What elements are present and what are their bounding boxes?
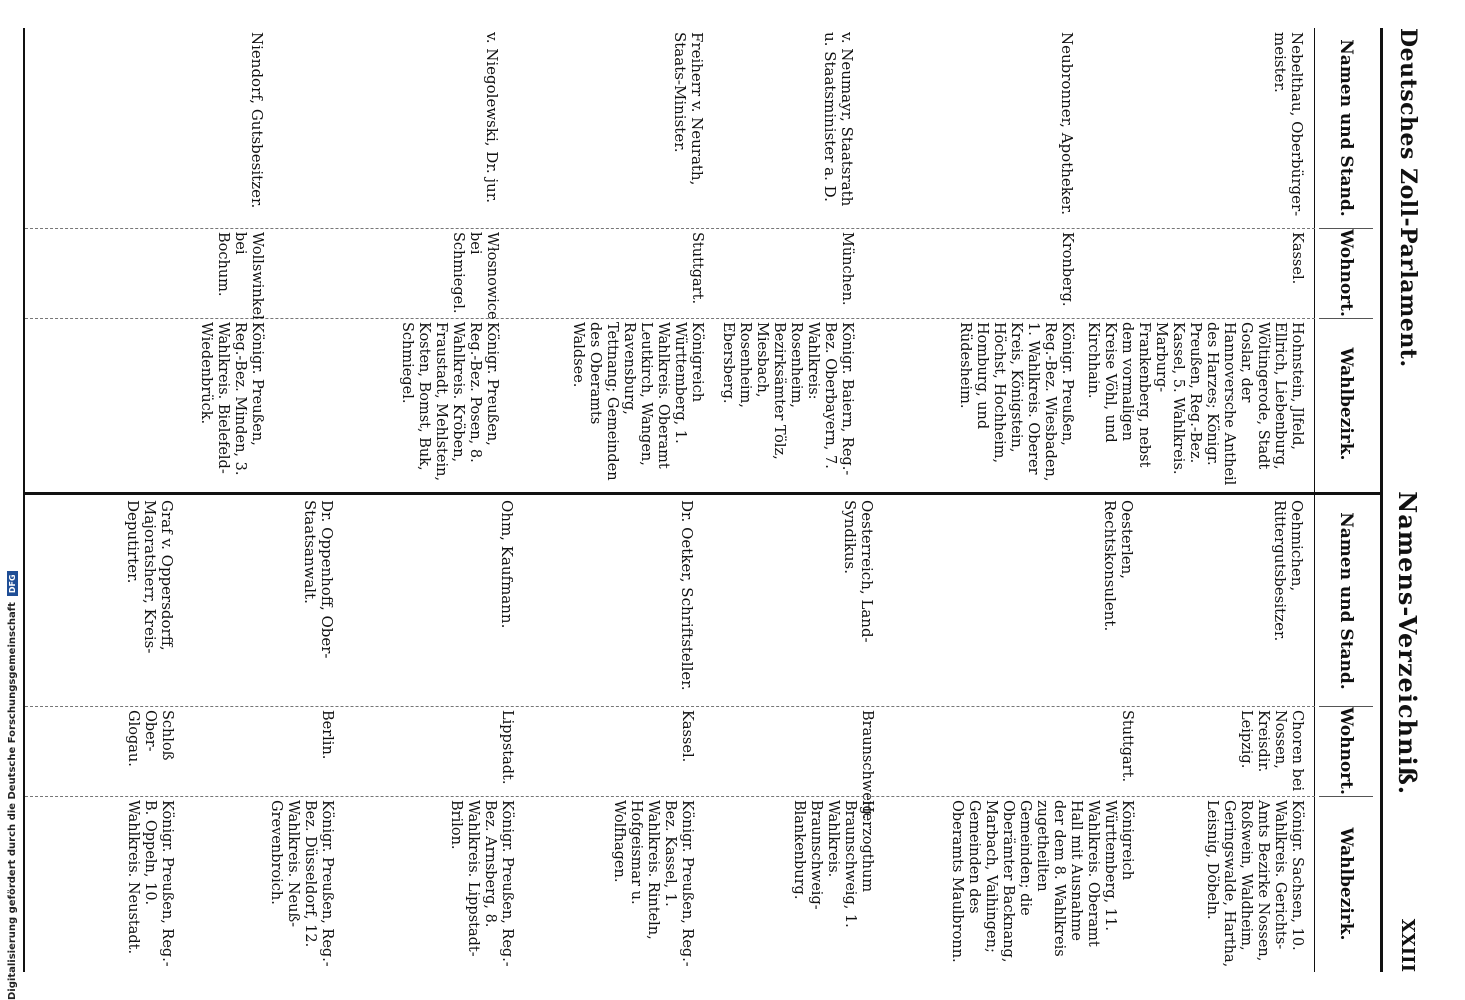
page-header <box>1391 28 1425 972</box>
right-entry-2-district: Königreich Württemberg, 11. Wahlkreis. Oberamt Hall mit Ausnahme der dem 8. Wahlkreis zugetheilten Gemeinden; die Oberämter Backnang, Marbach, Vaihingen; Gemeinden des Oberamts Maulbronn. <box>949 800 1135 963</box>
right-entry-5-name: Ohm, Kaufmann. <box>498 500 516 629</box>
right-entry-4-place: Kassel. <box>679 710 695 763</box>
middle-column-divider <box>25 492 1383 495</box>
credit-text: Digitalisierung gefördert durch die Deutsche Forschungsgemeinschaft <box>6 602 18 1000</box>
right-entry-7-district: Königr. Preußen, Reg.-B. Oppeln, 10. Wahlkreis. Neustadt. <box>125 800 175 967</box>
right-place-divider <box>25 706 1315 707</box>
right-name-column-header: Namen und Stand. <box>1319 496 1373 707</box>
dfg-logo-badge: DFG <box>7 571 18 596</box>
right-entry-7-place: Schloß Ober-Glogau. <box>125 710 175 767</box>
top-rule <box>1380 28 1383 972</box>
left-place-divider <box>25 228 1315 229</box>
left-entry-3-place: München. <box>839 232 855 306</box>
right-entry-2-name: Oesterlen, Rechtskonsulent. <box>1101 500 1136 632</box>
left-entry-5-name: v. Niegolewski, Dr. jur. <box>483 32 501 203</box>
page-number: XXIII <box>1397 918 1419 972</box>
left-entry-1-name: Nebelthau, Oberbürger- meister. <box>1271 32 1306 217</box>
left-entry-4-name: Freiherr v. Neurath, Staats-Minister. <box>671 32 706 186</box>
right-entry-4-name: Dr. Oetker, Schriftsteller. <box>678 500 696 691</box>
left-place-column-header: Wohnort. <box>1319 228 1373 319</box>
left-name-column-header: Namen und Stand. <box>1319 28 1373 229</box>
right-entry-6-place: Berlin. <box>319 710 335 760</box>
right-entry-1-name: Oehmichen, Rittergutsbesitzer. <box>1271 500 1306 642</box>
header-rule <box>1314 28 1315 972</box>
bottom-rule <box>23 28 25 972</box>
right-entry-3-place: Braunschweig. <box>859 710 875 820</box>
left-entry-2-district: Königr. Preußen, Reg.-Bez. Wiesbaden, 1. Wahlkreis. Oberer Kreis, Königstein, Höchst, Hochheim, Homburg, und Rüdesheim. <box>957 322 1075 482</box>
left-entry-1-district: Hohnstein, Jlfeld, Ellrich, Liebenburg, Wöltingerode, Stadt Goslar, der Hannoversche Antheil des Harzes; Königr. Preußen, Reg.-Bez. Kassel, 5. Wahlkreis. Marburg-Frankenberg, nebst dem vormaligen Kreise Vöhl, und Kirchhain. <box>1085 322 1305 486</box>
digitization-credit <box>2 0 22 1000</box>
right-entry-5-district: Königr. Preußen, Reg.-Bez. Arnsberg, 8. Wahlkreis. Lippstadt-Brilon. <box>448 800 515 967</box>
left-entry-3-district: Königr. Baiern, Reg.-Bez. Oberbayern, 7. Wahlkreis: Rosenheim, Bezirksämter Tölz, Miesbach, Rosenheim, Ebersberg. <box>720 322 855 476</box>
left-entry-5-place: Włosnowice bei Schmiegel. <box>450 232 500 320</box>
left-entry-2-name: Neubronner, Apotheker. <box>1058 32 1076 216</box>
right-entry-1-district: Königr. Sachsen, 10. Wahlkreis. Gerichts-Amts Bezirke Nossen, Roßwein, Waldheim, Geringswalde, Hartha, Leisnig, Döbeln. <box>1204 800 1305 968</box>
left-district-divider <box>25 318 1315 319</box>
left-entry-5-district: Königr. Preußen, Reg.-Bez. Posen, 8. Wahlkreis. Kröben, Fraustadt, Mehlstein, Kosten, Bomst, Buk, Schmiegel. <box>399 322 500 482</box>
right-entry-3-district: Herzogthum Braunschweig, 1. Wahlkreis. Braunschweig-Blankenburg. <box>791 800 875 928</box>
right-district-divider <box>25 796 1315 797</box>
right-entry-2-place: Stuttgart. <box>1119 710 1135 783</box>
right-entry-6-name: Dr. Oppenhoff, Ober-Staatsanwalt. <box>301 500 336 659</box>
right-entry-3-name: Oesterreich, Land-Syndikus. <box>841 500 876 643</box>
left-entry-6-district: Königr. Preußen, Reg.-Bez. Minden, 3. Wahlkreis. Bielefeld-Wiedenbrück. <box>198 322 265 476</box>
left-entry-6-place: Wollswinkel bei Bochum. <box>215 232 265 320</box>
left-entry-4-place: Stuttgart. <box>689 232 705 305</box>
right-district-column-header: Wahlbezirk. <box>1336 827 1356 941</box>
left-entry-6-name: Niendorf, Gutsbesitzer. <box>248 32 266 209</box>
header-right-title: Namens-Verzeichniß. <box>1393 491 1423 796</box>
left-entry-2-place: Kronberg. <box>1059 232 1075 307</box>
left-entry-3-name: v. Neumayr, Staatsrath u. Staatsminister a. D. <box>821 32 856 207</box>
right-entry-4-district: Königr. Preußen, Reg.-Bez. Kassel, 1. Wahlkreis. Rinteln, Hofgeismar u. Wolfhagen. <box>611 800 695 967</box>
right-entry-7-name: Graf v. Oppersdorff, Majoratsherr, Kreis-Deputirter. <box>124 500 176 654</box>
header-left-title: Deutsches Zoll-Parlament. <box>1395 28 1421 368</box>
left-district-column-header: Wahlbezirk. <box>1336 347 1356 461</box>
right-place-column-header: Wohnort. <box>1319 706 1373 797</box>
right-entry-6-district: Königr. Preußen, Reg.-Bez. Düsseldorf, 12. Wahlkreis. Neuß-Grevenbroich. <box>268 800 335 967</box>
right-entry-1-place: Choren bei Nossen, Kreisdir. Leipzig. <box>1238 710 1305 792</box>
right-entry-5-place: Lippstadt. <box>499 710 515 785</box>
left-entry-4-district: Königreich Württemberg, 1. Wahlkreis. Oberamt Leutkirch, Wangen, Ravensburg, Tettnang; Gemeinden des Oberamts Waldsee. <box>570 322 705 481</box>
left-entry-1-place: Kassel. <box>1289 232 1305 285</box>
